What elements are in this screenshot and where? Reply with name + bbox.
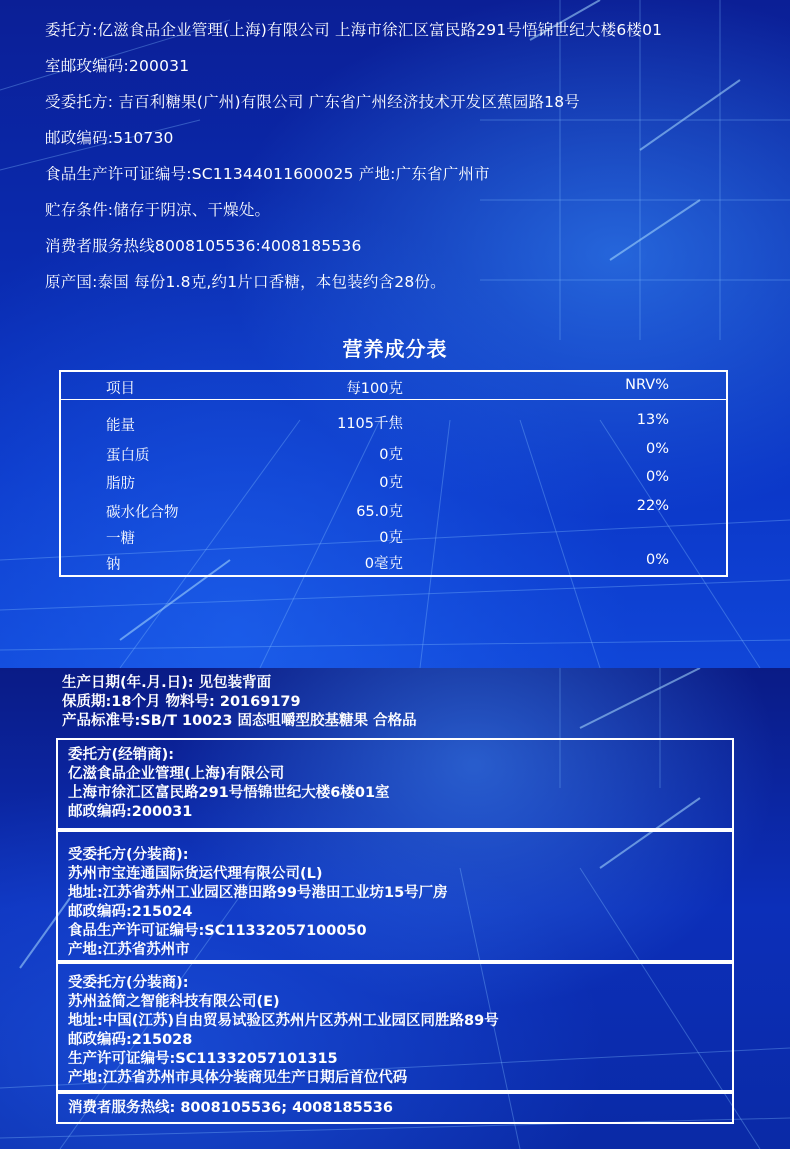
row-protein-item: 蛋白质 [106,448,150,464]
packer-box-2 [56,962,734,1092]
row-carb-value: 65.0克 [356,504,403,520]
packer1-origin: 产地:江苏省苏州市 [68,942,190,958]
packer2-name: 苏州益简之智能科技有限公司(E) [68,994,280,1010]
hotline-text: 消费者服务热线: 8008105536; 4008185536 [68,1100,393,1116]
header-nrv: NRV% [625,377,669,393]
packer2-postcode: 邮政编码:215028 [68,1032,193,1048]
packer1-title: 受委托方(分装商): [68,847,189,863]
row-sodium-value: 0毫克 [364,556,403,572]
manufacturer-postcode-line: 邮政编码:510730 [45,129,174,147]
hotline-line: 消费者服务热线8008105536:4008185536 [45,237,362,255]
packer2-address: 地址:中国(江苏)自由贸易试验区苏州片区苏州工业园区同胜路89号 [68,1013,499,1029]
row-protein-value: 0克 [379,447,403,463]
shelf-life-line: 保质期:18个月 物料号: 20169179 [62,694,301,710]
client-box [56,738,734,830]
manufacturer-info-line: 受委托方: 吉百利糖果(广州)有限公司 广东省广州经济技术开发区蕉园路18号 [45,93,580,111]
packer1-address: 地址:江苏省苏州工业园区港田路99号港田工业坊15号厂房 [68,885,448,901]
row-carb-nrv: 22% [636,498,669,514]
header-item: 项目 [106,381,135,397]
row-sodium-nrv: 0% [645,552,669,568]
row-fat-nrv: 0% [645,469,669,485]
origin-line: 原产国:泰国 每份1.8克,约1片口香糖，本包装约含28份。 [45,273,446,291]
packer1-name: 苏州市宝连通国际货运代理有限公司(L) [68,866,323,882]
row-carb-item: 碳水化合物 [106,505,179,521]
nutrition-title: 营养成分表 [342,337,448,361]
client-info-line: 委托方:亿滋食品企业管理(上海)有限公司 上海市徐汇区富民路291号悟锦世纪大楼6楼01 [45,21,663,39]
header-divider [61,399,726,400]
packer2-origin: 产地:江苏省苏州市具体分装商见生产日期后首位代码 [68,1070,408,1086]
row-fat-item: 脂肪 [106,476,135,492]
row-energy-value: 1105千焦 [337,416,403,432]
row-sugar-value: 0克 [379,530,403,546]
standard-line: 产品标准号:SB/T 10023 固态咀嚼型胶基糖果 合格品 [62,713,417,729]
header-per100: 每100克 [346,381,403,397]
row-fat-value: 0克 [379,475,403,491]
row-sugar-item: 一糖 [106,531,135,547]
hotline-box [56,1092,734,1124]
packer2-title: 受委托方(分装商): [68,975,189,991]
license-line: 食品生产许可证编号:SC11344011600025 产地:广东省广州市 [45,165,490,183]
nutrition-table [59,370,728,577]
row-energy-item: 能量 [106,418,135,434]
client-box-address: 上海市徐汇区富民路291号悟锦世纪大楼6楼01室 [68,785,390,801]
packer1-license: 食品生产许可证编号:SC11332057100050 [68,923,367,939]
row-energy-nrv: 13% [636,412,669,428]
storage-line: 贮存条件:储存于阴凉、干燥处。 [45,201,271,219]
client-box-name: 亿滋食品企业管理(上海)有限公司 [68,766,285,782]
row-protein-nrv: 0% [645,441,669,457]
client-postcode-line: 室邮玫编码:200031 [45,57,190,75]
production-date-line: 生产日期(年.月.日): 见包装背面 [62,675,272,691]
packer2-license: 生产许可证编号:SC11332057101315 [68,1051,338,1067]
row-sodium-item: 钠 [106,557,121,573]
client-box-postcode: 邮政编码:200031 [68,804,193,820]
packer1-postcode: 邮政编码:215024 [68,904,193,920]
packer-box-1 [56,830,734,962]
client-box-title: 委托方(经销商): [68,747,175,763]
bottom-panel [0,668,790,1149]
